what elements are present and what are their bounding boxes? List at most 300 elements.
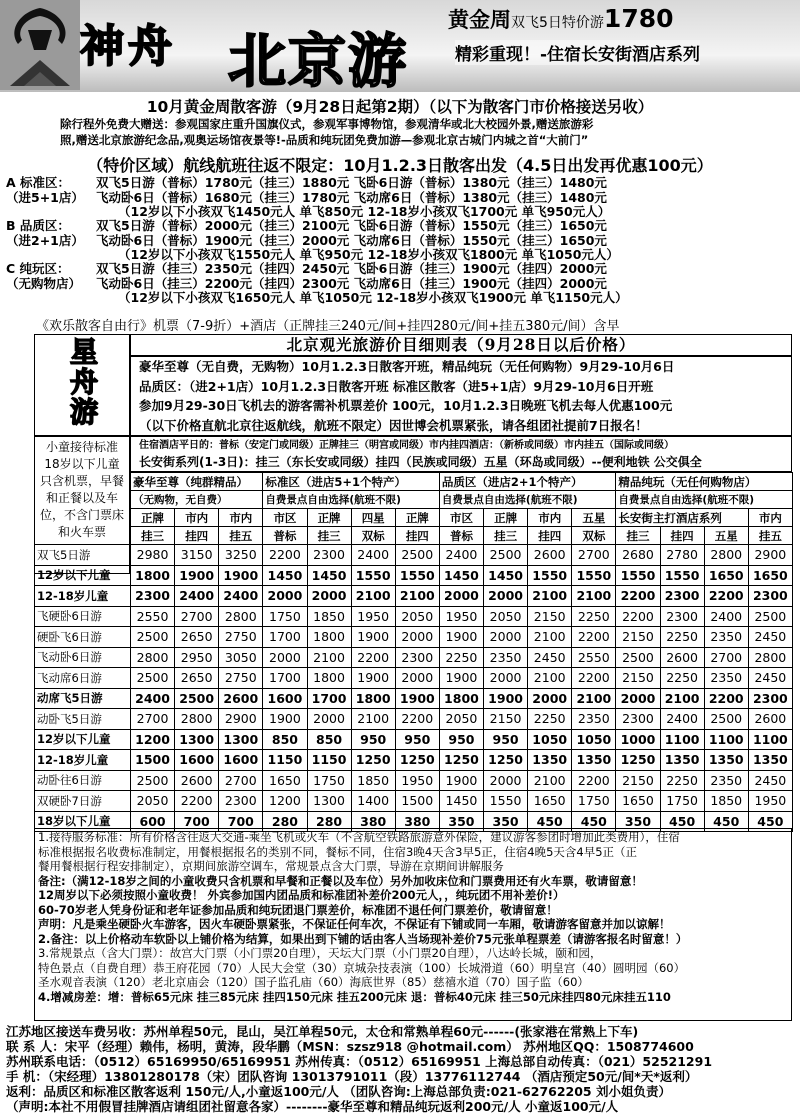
price-cell: 380 bbox=[351, 811, 395, 832]
price-cell: 2700 bbox=[704, 647, 748, 668]
price-cell: 2150 bbox=[616, 627, 660, 648]
price-cell: 450 bbox=[528, 811, 572, 832]
column-header: 挂三 bbox=[307, 527, 351, 545]
note-line: 60-70岁老人凭身份证和老年证参加品质和纯玩团退门票差价，标准团不退任何门票差价，敬请留意！ bbox=[38, 902, 558, 917]
price-cell: 2250 bbox=[660, 770, 704, 791]
table-row bbox=[35, 688, 793, 709]
special-line-label: C 纯玩区： bbox=[6, 261, 70, 276]
price-cell: 1900 bbox=[439, 668, 483, 689]
hotel-info-block bbox=[130, 436, 792, 472]
special-line-label: （进2+1店） bbox=[6, 233, 84, 248]
price-cell: 2000 bbox=[307, 586, 351, 607]
promo-subline: 精彩重现！-住宿长安街酒店系列 bbox=[455, 40, 700, 65]
special-line-text: （12岁以下小孩双飞1650元人 单飞1050元 12-18岁小孩双飞1900元 单飞1150元人） bbox=[118, 290, 628, 305]
price-cell: 2200 bbox=[572, 627, 616, 648]
price-cell: 280 bbox=[307, 811, 351, 832]
column-header: 双标 bbox=[351, 527, 395, 545]
header-banner bbox=[0, 0, 800, 92]
price-cell: 2500 bbox=[748, 606, 792, 627]
price-cell: 1550 bbox=[351, 565, 395, 586]
price-cell: 2000 bbox=[484, 770, 528, 791]
price-cell: 2300 bbox=[219, 791, 263, 812]
column-header: 挂三 bbox=[616, 527, 660, 545]
price-cell: 2100 bbox=[528, 668, 572, 689]
price-cell: 1900 bbox=[395, 688, 439, 709]
price-cell: 2200 bbox=[572, 770, 616, 791]
column-header: 五星 bbox=[704, 527, 748, 545]
price-cell: 2500 bbox=[484, 545, 528, 566]
price-cell: 3050 bbox=[219, 647, 263, 668]
promo-mid: 双飞5日 bbox=[511, 15, 562, 31]
price-cell: 2200 bbox=[616, 586, 660, 607]
contact-block bbox=[6, 1024, 796, 1114]
column-header: 挂四 bbox=[660, 527, 704, 545]
column-header: 市内 bbox=[748, 509, 792, 527]
price-cell: 1450 bbox=[307, 565, 351, 586]
price-cell: 2680 bbox=[616, 545, 660, 566]
price-cell: 1850 bbox=[351, 770, 395, 791]
price-cell: 1750 bbox=[572, 791, 616, 812]
price-cell: 2100 bbox=[307, 647, 351, 668]
price-cell: 1650 bbox=[616, 791, 660, 812]
table-row bbox=[35, 627, 793, 648]
price-cell: 1550 bbox=[572, 565, 616, 586]
special-line-text: 双飞5日游（普标）2000元（挂三）2100元 飞卧6日游（普标）1550元（挂三）1650元 bbox=[96, 218, 607, 233]
price-cell: 2450 bbox=[748, 770, 792, 791]
special-line-label: A 标准区： bbox=[6, 175, 71, 190]
intro-gift-line-2: 照,赠送北京旅游纪念品,观奥运场馆夜景等!-品质和纯玩团免费加游—参观北京古城门内城之首“大前门” bbox=[60, 133, 589, 147]
price-cell: 1700 bbox=[263, 668, 307, 689]
price-cell: 1600 bbox=[219, 750, 263, 771]
price-cell: 2600 bbox=[660, 647, 704, 668]
price-cell: 2400 bbox=[660, 709, 704, 730]
column-header: 挂五 bbox=[219, 527, 263, 545]
price-cell: 1650 bbox=[263, 770, 307, 791]
price-cell: 2950 bbox=[175, 647, 219, 668]
price-cell: 1250 bbox=[616, 750, 660, 771]
price-cell: 1150 bbox=[307, 750, 351, 771]
note-line: 4.增减房差：增：普标65元床 挂三85元床 挂四150元床 挂五200元床 退：普标40元床 挂三50元床挂四80元床挂五110 bbox=[38, 989, 671, 1004]
column-header-top bbox=[35, 509, 793, 527]
special-line-label: B 品质区： bbox=[6, 218, 70, 233]
price-cell: 2150 bbox=[484, 709, 528, 730]
column-header: 正牌 bbox=[484, 509, 528, 527]
price-cell: 850 bbox=[307, 729, 351, 750]
price-cell: 1450 bbox=[439, 565, 483, 586]
price-cell: 2700 bbox=[572, 545, 616, 566]
price-cell: 600 bbox=[131, 811, 175, 832]
price-cell: 2050 bbox=[131, 791, 175, 812]
price-cell: 2000 bbox=[616, 688, 660, 709]
note-line: 餐用餐根据行程安排制定），京期间旅游空调车，常规景点含大门票，导游在京期间讲解服务 bbox=[38, 859, 504, 873]
info-line-4: （以下价格直航北京往返航线，航班不限定）因世博会机票紧张，请各组团社提前7日报名！ bbox=[139, 417, 648, 433]
price-cell: 2900 bbox=[219, 709, 263, 730]
price-cell: 1100 bbox=[660, 729, 704, 750]
price-cell: 2100 bbox=[351, 709, 395, 730]
price-cell: 2500 bbox=[131, 770, 175, 791]
price-table bbox=[34, 472, 793, 832]
price-cell: 2100 bbox=[528, 770, 572, 791]
price-cell: 2500 bbox=[175, 688, 219, 709]
brand-beijing-tour: 北京游 bbox=[228, 27, 409, 92]
brand-vertical: 星舟游 bbox=[66, 337, 99, 427]
price-cell: 2000 bbox=[484, 586, 528, 607]
price-cell: 1650 bbox=[528, 791, 572, 812]
special-line-text: （12岁以下小孩双飞1550元人 单飞950元 12-18岁小孩双飞1800元 单飞1050元人） bbox=[118, 247, 619, 262]
price-cell: 2400 bbox=[219, 586, 263, 607]
price-cell: 2100 bbox=[528, 586, 572, 607]
price-cell: 1250 bbox=[351, 750, 395, 771]
price-cell: 1350 bbox=[704, 750, 748, 771]
price-cell: 1050 bbox=[572, 729, 616, 750]
price-cell: 1900 bbox=[175, 565, 219, 586]
price-cell: 1750 bbox=[660, 791, 704, 812]
row-label: 飞动卧6日游 bbox=[35, 647, 131, 668]
price-cell: 2550 bbox=[131, 606, 175, 627]
price-cell: 1400 bbox=[351, 791, 395, 812]
price-cell: 2000 bbox=[263, 586, 307, 607]
note-line: 特色景点（自费自理）恭王府花园（70）人民大会堂（30）京城杂技表演（100）长城滑道（60）明皇宫（40）圆明园（60） bbox=[38, 960, 686, 975]
special-line-text: 飞动卧6日（挂三）2200元（挂四）2300元 飞动席6日（挂三）1900元（挂四）2000元 bbox=[96, 276, 607, 291]
promo-prefix: 黄金周 bbox=[448, 8, 511, 32]
price-cell: 1800 bbox=[351, 688, 395, 709]
special-line-text: 双飞5日游（挂三）2350元（挂四）2450元 飞卧6日游（挂三）1900元（挂四）2000元 bbox=[96, 261, 607, 276]
price-cell: 2450 bbox=[748, 627, 792, 648]
price-cell: 1450 bbox=[439, 791, 483, 812]
price-cell: 950 bbox=[484, 729, 528, 750]
table-row bbox=[35, 709, 793, 730]
column-header: 普标 bbox=[439, 527, 483, 545]
price-cell: 1350 bbox=[572, 750, 616, 771]
price-cell: 1900 bbox=[351, 668, 395, 689]
price-cell: 950 bbox=[351, 729, 395, 750]
logo-emblem-icon bbox=[0, 0, 80, 90]
price-cell: 1900 bbox=[439, 627, 483, 648]
price-cell: 1950 bbox=[748, 791, 792, 812]
price-cell: 1900 bbox=[263, 709, 307, 730]
price-cell: 2400 bbox=[351, 545, 395, 566]
price-cell: 2800 bbox=[175, 709, 219, 730]
price-cell: 2300 bbox=[748, 586, 792, 607]
price-cell: 2100 bbox=[572, 688, 616, 709]
price-cell: 1500 bbox=[131, 750, 175, 771]
price-cell: 2150 bbox=[616, 770, 660, 791]
price-cell: 1500 bbox=[395, 791, 439, 812]
price-cell: 1950 bbox=[351, 606, 395, 627]
note-line: 12周岁以下必须按照小童收费！ 外宾参加国内团品质和标准团补差价200元人，，纯玩团不用补差价!） bbox=[38, 888, 565, 902]
price-cell: 2100 bbox=[572, 586, 616, 607]
column-header: 市内 bbox=[175, 509, 219, 527]
price-cell: 2980 bbox=[131, 545, 175, 566]
price-cell: 2450 bbox=[528, 647, 572, 668]
price-cell: 2300 bbox=[660, 606, 704, 627]
price-cell: 2750 bbox=[219, 627, 263, 648]
contact-line: 苏州联系电话：（0512）65169950/65169951 苏州传真：（0512）65169951 上海总部自动传真：（021）52521291 bbox=[6, 1054, 713, 1069]
price-cell: 1700 bbox=[263, 627, 307, 648]
special-line bbox=[0, 288, 800, 306]
row-label: 动席飞5日游 bbox=[35, 688, 131, 709]
special-line-label: （无购物店） bbox=[6, 276, 82, 291]
price-cell: 2200 bbox=[572, 668, 616, 689]
price-cell: 2100 bbox=[395, 586, 439, 607]
column-header: 五星 bbox=[572, 509, 616, 527]
price-cell: 2100 bbox=[660, 688, 704, 709]
price-cell: 380 bbox=[395, 811, 439, 832]
price-cell: 1550 bbox=[528, 565, 572, 586]
child-policy-note: 小童接待标准18岁以下儿童只含机票，早餐和正餐以及车位，不含门票床和火车票 bbox=[34, 436, 130, 574]
column-header: 正牌 bbox=[395, 509, 439, 527]
price-cell: 1300 bbox=[307, 791, 351, 812]
price-cell: 1800 bbox=[131, 565, 175, 586]
price-cell: 1550 bbox=[660, 565, 704, 586]
group-note-row bbox=[35, 491, 793, 509]
price-cell: 1100 bbox=[748, 729, 792, 750]
price-cell: 1750 bbox=[307, 770, 351, 791]
price-cell: 1850 bbox=[307, 606, 351, 627]
price-cell: 2700 bbox=[219, 770, 263, 791]
price-cell: 2400 bbox=[131, 688, 175, 709]
column-header: 挂四 bbox=[528, 527, 572, 545]
price-cell: 350 bbox=[484, 811, 528, 832]
table-row bbox=[35, 770, 793, 791]
price-cell: 2250 bbox=[528, 709, 572, 730]
row-label: 硬卧飞6日游 bbox=[35, 627, 131, 648]
price-cell: 2800 bbox=[131, 647, 175, 668]
price-cell: 2780 bbox=[660, 545, 704, 566]
price-cell: 1550 bbox=[616, 565, 660, 586]
price-cell: 1900 bbox=[439, 770, 483, 791]
contact-line: 联 系 人：宋平（经理）赖伟，杨明，黄涛，段华鹏（MSN：szsz918 @hotmail.com） 苏州地区QQ：1508774600 bbox=[6, 1039, 694, 1054]
column-header: 市内 bbox=[528, 509, 572, 527]
row-label: 双飞5日游 bbox=[35, 545, 131, 566]
price-cell: 2400 bbox=[439, 545, 483, 566]
brand-vertical-box bbox=[34, 334, 130, 436]
promo-suffix: 特价游 bbox=[561, 15, 604, 31]
price-cell: 280 bbox=[263, 811, 307, 832]
price-cell: 2500 bbox=[131, 627, 175, 648]
price-cell: 2200 bbox=[704, 586, 748, 607]
column-header: 挂四 bbox=[175, 527, 219, 545]
price-cell: 1200 bbox=[263, 791, 307, 812]
hotel-line-2: 长安街系列(1-3日)：挂三（东长安或同级）挂四（民族或同级）五星（环岛或同级）--便利地铁 公交俱全 bbox=[139, 455, 702, 469]
price-cell: 2300 bbox=[748, 688, 792, 709]
price-cell: 2350 bbox=[704, 627, 748, 648]
price-cell: 2150 bbox=[528, 606, 572, 627]
price-cell: 1300 bbox=[175, 729, 219, 750]
price-cell: 2000 bbox=[528, 688, 572, 709]
price-cell: 2800 bbox=[219, 606, 263, 627]
column-header: 市区 bbox=[263, 509, 307, 527]
price-cell: 2350 bbox=[704, 668, 748, 689]
price-table-title: 北京观光旅游价目细则表（9月28日以后价格） bbox=[130, 334, 792, 356]
special-line-text: 飞动卧6日（普标）1680元（挂三）1780元 飞动席6日（普标）1380元（挂三）1480元 bbox=[96, 190, 607, 205]
info-line-2: 品质区：（进2+1店）10月1.2.3日散客开班 标准区散客（进5+1店）9月29-10月6日开班 bbox=[139, 378, 654, 394]
note-line: 备注:（满12-18岁之间的小童收费只含机票和早餐和正餐以及车位）另外加收床位和门票费用还有火车票，敬请留意！ bbox=[38, 873, 643, 888]
price-cell: 2400 bbox=[175, 586, 219, 607]
price-cell: 2500 bbox=[616, 647, 660, 668]
price-cell: 2200 bbox=[175, 791, 219, 812]
group-name: 豪华至尊（纯群精品） bbox=[131, 473, 263, 491]
special-line-label: （进5+1店） bbox=[6, 190, 84, 205]
price-cell: 2600 bbox=[219, 688, 263, 709]
price-cell: 450 bbox=[704, 811, 748, 832]
column-header: 市内 bbox=[219, 509, 263, 527]
row-label: 动卧飞5日游 bbox=[35, 709, 131, 730]
note-line: 圣水观音表演（120）老北京庙会（120）国子监孔庙（60）海底世界（85）慈禧水道（70）国子监（60） bbox=[38, 975, 589, 989]
price-cell: 2050 bbox=[395, 606, 439, 627]
price-cell: 1900 bbox=[219, 565, 263, 586]
price-cell: 1350 bbox=[748, 750, 792, 771]
row-label: 飞动席6日游 bbox=[35, 668, 131, 689]
price-cell: 2000 bbox=[484, 627, 528, 648]
row-label: 飞硬卧6日游 bbox=[35, 606, 131, 627]
price-cell: 350 bbox=[439, 811, 483, 832]
price-cell: 2250 bbox=[660, 668, 704, 689]
price-cell: 450 bbox=[660, 811, 704, 832]
row-label: 12-18岁儿童 bbox=[35, 586, 131, 607]
group-note: 自费景点自由选择(航班不限) bbox=[263, 491, 440, 509]
price-cell: 1650 bbox=[704, 565, 748, 586]
price-cell: 2650 bbox=[175, 627, 219, 648]
price-cell: 2600 bbox=[748, 709, 792, 730]
price-cell: 1050 bbox=[528, 729, 572, 750]
table-row bbox=[35, 668, 793, 689]
price-cell: 2900 bbox=[748, 545, 792, 566]
price-cell: 700 bbox=[219, 811, 263, 832]
price-cell: 2300 bbox=[616, 709, 660, 730]
price-cell: 2000 bbox=[395, 668, 439, 689]
price-cell: 2000 bbox=[307, 709, 351, 730]
column-header: 挂四 bbox=[395, 527, 439, 545]
special-line-text: （12岁以下小孩双飞1450元人 单飞850元 12-18岁小孩双飞1700元 单飞950元人） bbox=[118, 204, 611, 219]
row-label: 12岁以下儿童 bbox=[35, 565, 131, 586]
table-row bbox=[35, 606, 793, 627]
table-row bbox=[35, 647, 793, 668]
price-cell: 1900 bbox=[484, 688, 528, 709]
price-cell: 1950 bbox=[439, 606, 483, 627]
price-cell: 1800 bbox=[307, 668, 351, 689]
price-cell: 1600 bbox=[263, 688, 307, 709]
price-cell: 2000 bbox=[263, 647, 307, 668]
special-heading: （特价区域）航线航班往返不限定：10月1.2.3日散客出发（4.5日出发再优惠100元） bbox=[87, 156, 713, 175]
price-cell: 1700 bbox=[307, 688, 351, 709]
price-cell: 2300 bbox=[660, 586, 704, 607]
price-cell: 2750 bbox=[219, 668, 263, 689]
price-cell: 2200 bbox=[351, 647, 395, 668]
price-cell: 1750 bbox=[263, 606, 307, 627]
column-header: 正牌 bbox=[307, 509, 351, 527]
note-line: 声明：凡是乘坐硬卧火车游客，因火车硬卧票紧张，不保证任何车次，不保证有下铺或同一车厢，敬请游客留意并加以谅解！ bbox=[38, 917, 671, 931]
table-row bbox=[35, 586, 793, 607]
table-row bbox=[35, 791, 793, 812]
notes-block bbox=[34, 828, 792, 1021]
column-header-bottom bbox=[35, 527, 793, 545]
row-label: 18岁以下儿童 bbox=[35, 811, 131, 832]
price-cell: 1350 bbox=[660, 750, 704, 771]
price-cell: 1150 bbox=[263, 750, 307, 771]
group-note: 自费景点自由选择(航班不限) bbox=[616, 491, 793, 509]
price-cell: 2000 bbox=[484, 668, 528, 689]
price-cell: 2350 bbox=[704, 770, 748, 791]
column-header: 正牌 bbox=[131, 509, 175, 527]
price-cell: 700 bbox=[175, 811, 219, 832]
price-cell: 1250 bbox=[395, 750, 439, 771]
price-cell: 2200 bbox=[616, 606, 660, 627]
column-header: 双标 bbox=[572, 527, 616, 545]
price-cell: 2300 bbox=[131, 586, 175, 607]
table-row bbox=[35, 729, 793, 750]
price-cell: 2350 bbox=[484, 647, 528, 668]
row-label: 12岁以下儿童 bbox=[35, 729, 131, 750]
table-row bbox=[35, 565, 793, 586]
price-cell: 2800 bbox=[748, 647, 792, 668]
price-cell: 350 bbox=[616, 811, 660, 832]
group-note: （无购物，无自费） bbox=[131, 491, 263, 509]
hotel-line-1: 住宿酒店平日的：普标（安定门或同级）正牌挂三（明宫或同级）市内挂四酒店：（新桥或同级）市内挂五（国际或同级） bbox=[139, 440, 674, 451]
promo-headline bbox=[448, 4, 674, 34]
price-cell: 2200 bbox=[263, 545, 307, 566]
price-cell: 2300 bbox=[307, 545, 351, 566]
price-cell: 450 bbox=[572, 811, 616, 832]
price-cell: 1950 bbox=[395, 770, 439, 791]
price-cell: 950 bbox=[395, 729, 439, 750]
table-info-block bbox=[130, 356, 792, 436]
price-cell: 1250 bbox=[439, 750, 483, 771]
price-cell: 1650 bbox=[748, 565, 792, 586]
price-cell: 450 bbox=[748, 811, 792, 832]
price-cell: 2050 bbox=[484, 606, 528, 627]
row-label: 12-18岁儿童 bbox=[35, 750, 131, 771]
row-label: 双硬卧7日游 bbox=[35, 791, 131, 812]
price-cell: 2500 bbox=[704, 709, 748, 730]
price-cell: 2500 bbox=[395, 545, 439, 566]
price-cell: 3150 bbox=[175, 545, 219, 566]
price-cell: 1550 bbox=[395, 565, 439, 586]
brand-shenzhou: 神舟 bbox=[80, 21, 176, 72]
price-cell: 1300 bbox=[219, 729, 263, 750]
price-cell: 1900 bbox=[351, 627, 395, 648]
price-cell: 2050 bbox=[439, 709, 483, 730]
column-header: 普标 bbox=[263, 527, 307, 545]
price-cell: 2650 bbox=[175, 668, 219, 689]
price-cell: 1800 bbox=[439, 688, 483, 709]
price-cell: 1450 bbox=[484, 565, 528, 586]
price-cell: 1850 bbox=[704, 791, 748, 812]
price-cell: 2100 bbox=[351, 586, 395, 607]
price-cell: 1600 bbox=[175, 750, 219, 771]
price-cell: 1450 bbox=[263, 565, 307, 586]
corner-cell bbox=[35, 473, 131, 545]
table-row bbox=[35, 545, 793, 566]
column-header: 四星 bbox=[351, 509, 395, 527]
price-cell: 2250 bbox=[660, 627, 704, 648]
info-line-3: 参加9月29-30日飞机去的游客需补机票差价 100元，10月1.2.3日晚班飞机去每人优惠100元 bbox=[139, 398, 673, 413]
special-line-text: 双飞5日游（普标）1780元（挂三）1880元 飞卧6日游（普标）1380元（挂三）1480元 bbox=[96, 175, 607, 190]
price-cell: 2200 bbox=[704, 688, 748, 709]
info-line-1: 豪华至尊（无自费，无购物）10月1.2.3日散客开班，精品纯玩（无任何购物）9月29-10月6日 bbox=[139, 359, 675, 374]
price-cell: 2350 bbox=[572, 709, 616, 730]
group-name: 品质区（进店2+1个特产） bbox=[439, 473, 616, 491]
note-line: 1.接待服务标准：所有价格含往返大交通-乘坐飞机或火车（不含航空铁路旅游意外保险，建议游客参团时增加此类费用），住宿 bbox=[38, 830, 680, 844]
price-cell: 2100 bbox=[528, 627, 572, 648]
price-cell: 2000 bbox=[439, 586, 483, 607]
table-row bbox=[35, 750, 793, 771]
note-line: 2.备注：以上价格动车软卧以上铺价格为结算，如果出到下铺的话由客人当场现补差价75元张单程票差（请游客报名时留意！） bbox=[38, 931, 688, 946]
price-cell: 1200 bbox=[131, 729, 175, 750]
price-cell: 2450 bbox=[748, 668, 792, 689]
special-line-text: 飞动卧6日（普标）1900元（挂三）2000元 飞动席6日（普标）1550元（挂三）1650元 bbox=[96, 233, 607, 248]
column-header: 长安街主打酒店系列 bbox=[616, 509, 748, 527]
